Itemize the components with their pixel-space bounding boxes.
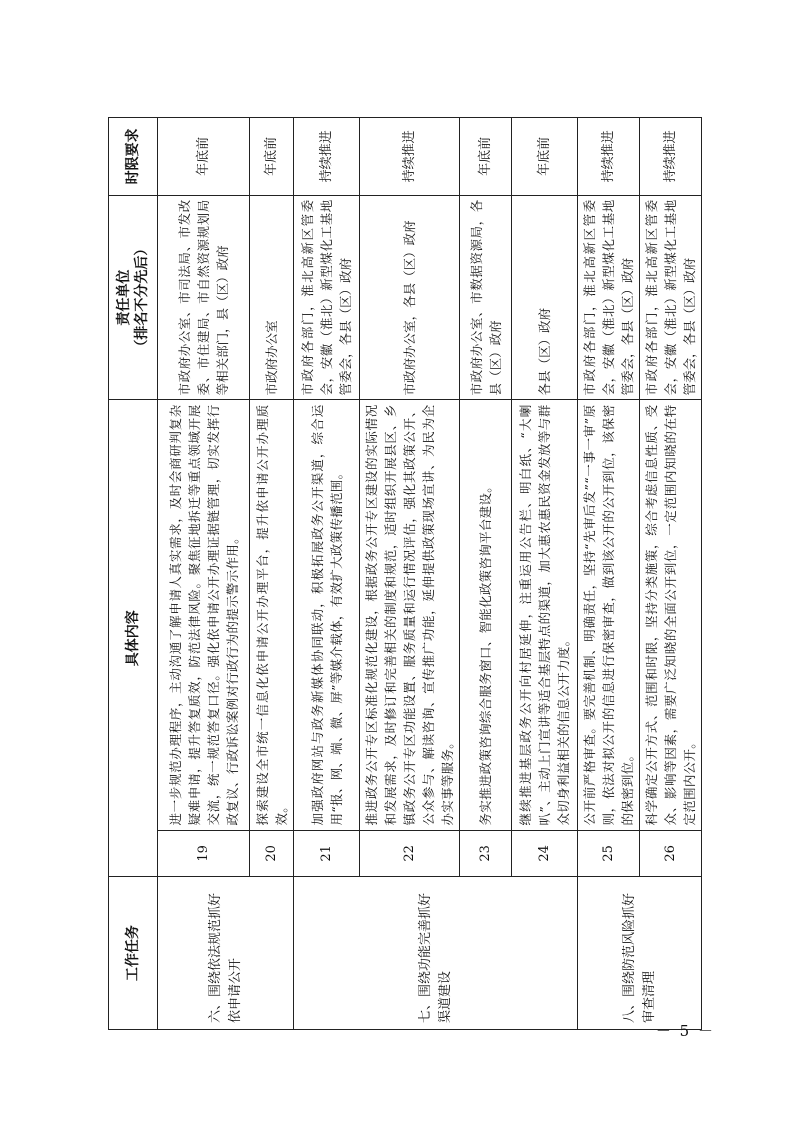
row-number: 24	[512, 830, 578, 877]
table-row	[578, 118, 640, 1030]
rotated-table-container	[108, 117, 697, 1030]
task-group-8: 八、围绕防范风险抓好审查清理	[578, 877, 702, 1030]
row-content: 务实推进政策咨询综合服务窗口、智能化政策咨询平台建设。	[460, 400, 512, 830]
row-content: 公开前严格审查。要完善机制、明确责任，坚持“先审后发”“一事一审”原则，依法对拟公开的信息进行保密审查，做到该公开的公开到位，该保密的保密到位。	[578, 400, 640, 830]
row-time: 年底前	[250, 118, 294, 196]
row-number: 21	[294, 830, 360, 877]
row-number: 26	[640, 830, 702, 877]
task-group-6: 六、围绕依法规范抓好依申请公开	[158, 877, 294, 1030]
header-content: 具体内容	[109, 400, 158, 877]
row-time: 年底前	[512, 118, 578, 196]
header-unit	[109, 195, 158, 400]
row-unit: 市政府各部门，淮北高新区管委会，安徽（淮北）新型煤化工基地管委会，各县（区）政府	[640, 195, 702, 400]
row-number: 23	[460, 830, 512, 877]
row-time: 年底前	[460, 118, 512, 196]
table-header-row	[109, 118, 158, 1030]
row-content: 加强政府网站与政务新媒体协同联动，积极拓展政务公开渠道，综合运用“报、网、端、微、屏”等媒介载体，有效扩大政策传播范围。	[294, 400, 360, 830]
row-number: 22	[360, 830, 460, 877]
header-time: 时限要求	[109, 118, 158, 196]
work-task-table	[108, 117, 702, 1030]
row-time: 持续推进	[640, 118, 702, 196]
row-number: 19	[158, 830, 250, 877]
row-time: 持续推进	[360, 118, 460, 196]
row-unit: 各县（区）政府	[512, 195, 578, 400]
row-content: 探索建设全市统一信息化依申请公开办理平台，提升依申请公开办理质效。	[250, 400, 294, 830]
row-unit: 市政府办公室、市司法局、市发改委、市住建局、市自然资源规划局等相关部门，县（区）政府	[158, 195, 250, 400]
row-number: 25	[578, 830, 640, 877]
header-unit-title: 责任单位	[116, 269, 132, 326]
row-unit: 市政府办公室、市数据资源局，各县（区）政府	[460, 195, 512, 400]
row-number: 20	[250, 830, 294, 877]
header-unit-subtitle: （排名不分先后）	[134, 241, 150, 354]
row-unit: 市政府办公室	[250, 195, 294, 400]
row-content: 进一步规范办理程序，主动沟通了解申请人真实需求，及时会商研判复杂疑难申请，提升答复质效，防范法律风险。聚焦征地拆迁等重点领域开展交流，统一规范答复口径。强化依申请公开办理证据链管理，切实发挥行政复议、行政诉讼案例对行政行为的提示警示作用。	[158, 400, 250, 830]
header-task: 工作任务	[109, 877, 158, 1030]
row-unit: 市政府各部门，淮北高新区管委会，安徽（淮北）新型煤化工基地管委会，各县（区）政府	[578, 195, 640, 400]
row-content: 继续推进基层政务公开向村居延伸，注重运用公告栏、明白纸、“大喇叭”、主动上门宣讲等适合基层特点的渠道，加大惠农惠民资金发放等与群众切身利益相关的信息公开力度。	[512, 400, 578, 830]
row-content: 推进政务公开专区标准化规范化建设，根据政务公开专区建设的实际情况和发展需求，及时修订和完善相关的制度和规范，适时组织开展县区、乡镇政务公开专区功能设置、服务质量和运行情况评估，强化其政策公开、公众参与、解读咨询、宣传推广功能，延伸提供政策现场宣讲、为民为企办实事等服务。	[360, 400, 460, 830]
page-number: － 5 －	[655, 1022, 715, 1040]
row-unit: 市政府办公室，各县（区）政府	[360, 195, 460, 400]
row-unit: 市政府各部门，淮北高新区管委会，安徽（淮北）新型煤化工基地管委会，各县（区）政府	[294, 195, 360, 400]
row-content: 科学确定公开方式、范围和时限，坚持分类施策，综合考虑信息性质、受众、影响等因素，需要广泛知晓的全面公开到位，一定范围内知晓的在特定范围内公开。	[640, 400, 702, 830]
table-row	[158, 118, 250, 1030]
task-group-7: 七、围绕功能完善抓好渠道建设	[294, 877, 578, 1030]
row-time: 持续推进	[294, 118, 360, 196]
table-row	[294, 118, 360, 1030]
row-time: 年底前	[158, 118, 250, 196]
row-time: 持续推进	[578, 118, 640, 196]
